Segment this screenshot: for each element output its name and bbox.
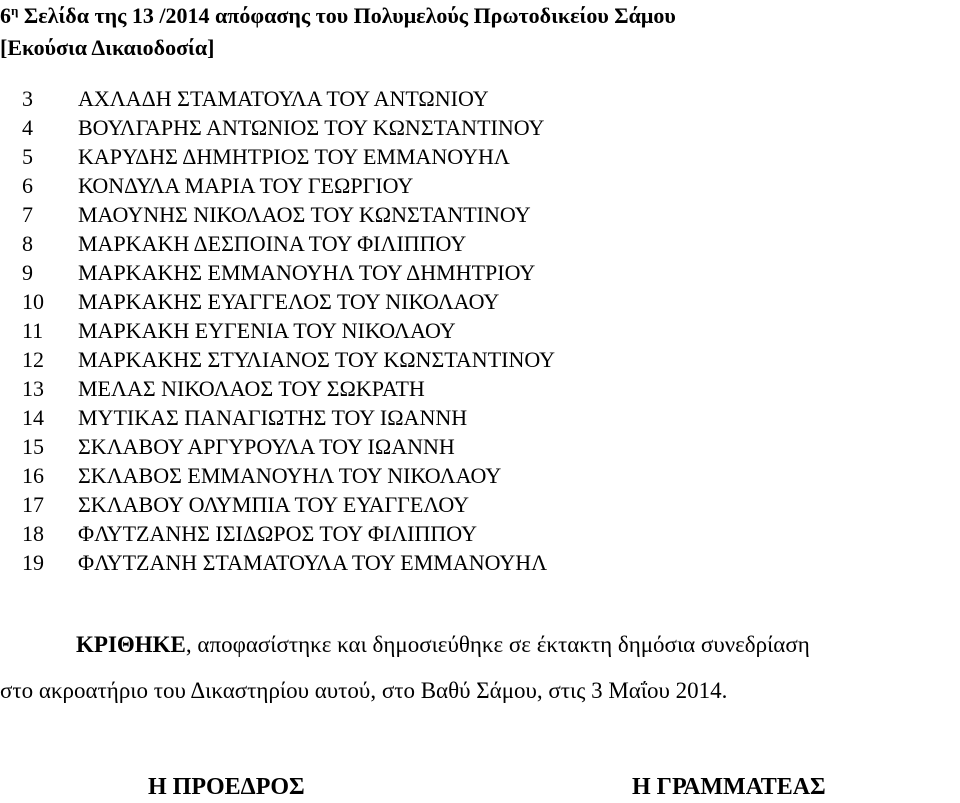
list-item: [22, 229, 555, 258]
list-item: [22, 84, 555, 113]
names-list: [22, 84, 555, 577]
header-line-1: [0, 0, 676, 32]
list-item-name: ΦΛΥΤΖΑΝΗΣ ΙΣΙΔΩΡΟΣ ΤΟΥ ΦΙΛΙΠΠΟΥ: [78, 521, 477, 546]
list-item: [22, 490, 555, 519]
list-item-name: ΒΟΥΛΓΑΡΗΣ ΑΝΤΩΝΙΟΣ ΤΟΥ ΚΩΝΣΤΑΝΤΙΝΟΥ: [78, 115, 545, 140]
list-item-number: 19: [22, 550, 44, 575]
signature-president: Η ΠΡΟΕΔΡΟΣ: [148, 774, 305, 800]
decision-line-2: στο ακροατήριο του Δικαστηρίου αυτού, στο Βαθύ Σάμου, στις 3 Μαΐου 2014.: [0, 678, 728, 703]
list-item: [22, 519, 555, 548]
list-item-number: 4: [22, 115, 33, 140]
list-item-name: ΣΚΛΑΒΟΥ ΑΡΓΥΡΟΥΛΑ ΤΟΥ ΙΩΑΝΝΗ: [78, 434, 455, 459]
list-item: [22, 287, 555, 316]
decision-bold-word: ΚΡΙΘΗΚΕ: [76, 632, 186, 657]
list-item-number: 11: [22, 318, 44, 343]
list-item: [22, 374, 555, 403]
list-item-name: ΜΑΡΚΑΚΗ ΔΕΣΠΟΙΝΑ ΤΟΥ ΦΙΛΙΠΠΟΥ: [78, 231, 467, 256]
list-item-name: ΦΛΥΤΖΑΝΗ ΣΤΑΜΑΤΟΥΛΑ ΤΟΥ ΕΜΜΑΝΟΥΗΛ: [78, 550, 548, 575]
list-item-number: 3: [22, 86, 33, 111]
list-item-number: 8: [22, 231, 33, 256]
list-item-name: ΜΑΟΥΝΗΣ ΝΙΚΟΛΑΟΣ ΤΟΥ ΚΩΝΣΤΑΝΤΙΝΟΥ: [78, 202, 531, 227]
list-item: [22, 142, 555, 171]
list-item: [22, 345, 555, 374]
list-item-number: 18: [22, 521, 44, 546]
decision-line-1: [76, 630, 810, 660]
list-item-number: 17: [22, 492, 44, 517]
list-item-name: ΜΑΡΚΑΚΗΣ ΕΜΜΑΝΟΥΗΛ ΤΟΥ ΔΗΜΗΤΡΙΟΥ: [78, 260, 536, 285]
list-item-name: ΜΥΤΙΚΑΣ ΠΑΝΑΓΙΩΤΗΣ ΤΟΥ ΙΩΑΝΝΗ: [78, 405, 468, 430]
list-item: [22, 113, 555, 142]
list-item-number: 12: [22, 347, 44, 372]
list-item-name: ΚΟΝΔΥΛΑ ΜΑΡΙΑ ΤΟΥ ΓΕΩΡΓΙΟΥ: [78, 173, 414, 198]
list-item: [22, 403, 555, 432]
list-item: [22, 258, 555, 287]
page-number: 6: [0, 3, 11, 28]
page-number-suffix: η: [11, 3, 19, 18]
list-item-name: ΜΑΡΚΑΚΗΣ ΣΤΥΛΙΑΝΟΣ ΤΟΥ ΚΩΝΣΤΑΝΤΙΝΟΥ: [78, 347, 556, 372]
list-item-name: ΣΚΛΑΒΟΥ ΟΛΥΜΠΙΑ ΤΟΥ ΕΥΑΓΓΕΛΟΥ: [78, 492, 470, 517]
page-header: [0, 0, 676, 64]
list-item: [22, 171, 555, 200]
list-item: [22, 200, 555, 229]
header-subtitle: [Εκούσια Δικαιοδοσία]: [0, 35, 215, 60]
list-item-number: 5: [22, 144, 33, 169]
list-item-name: ΜΑΡΚΑΚΗΣ ΕΥΑΓΓΕΛΟΣ ΤΟΥ ΝΙΚΟΛΑΟΥ: [78, 289, 500, 314]
list-item: [22, 316, 555, 345]
list-item: [22, 548, 555, 577]
list-item-name: ΜΑΡΚΑΚΗ ΕΥΓΕΝΙΑ ΤΟΥ ΝΙΚΟΛΑΟΥ: [78, 318, 456, 343]
list-item: [22, 461, 555, 490]
list-item-number: 6: [22, 173, 33, 198]
decision-text-1: , αποφασίστηκε και δημοσιεύθηκε σε έκτακτη δημόσια συνεδρίαση: [185, 632, 810, 657]
list-item: [22, 432, 555, 461]
list-item-number: 9: [22, 260, 33, 285]
signature-secretary: Η ΓΡΑΜΜΑΤΕΑΣ: [632, 774, 826, 800]
list-item-number: 14: [22, 405, 44, 430]
list-item-number: 16: [22, 463, 44, 488]
list-item-name: ΜΕΛΑΣ ΝΙΚΟΛΑΟΣ ΤΟΥ ΣΩΚΡΑΤΗ: [78, 376, 425, 401]
list-item-name: ΣΚΛΑΒΟΣ ΕΜΜΑΝΟΥΗΛ ΤΟΥ ΝΙΚΟΛΑΟΥ: [78, 463, 502, 488]
list-item-number: 10: [22, 289, 44, 314]
header-title: Σελίδα της 13 /2014 απόφασης του Πολυμελούς Πρωτοδικείου Σάμου: [18, 3, 676, 28]
list-item-name: ΚΑΡΥΔΗΣ ΔΗΜΗΤΡΙΟΣ ΤΟΥ ΕΜΜΑΝΟΥΗΛ: [78, 144, 510, 169]
list-item-number: 13: [22, 376, 44, 401]
list-item-name: ΑΧΛΑΔΗ ΣΤΑΜΑΤΟΥΛΑ ΤΟΥ ΑΝΤΩΝΙΟΥ: [78, 86, 489, 111]
list-item-number: 15: [22, 434, 44, 459]
list-item-number: 7: [22, 202, 33, 227]
